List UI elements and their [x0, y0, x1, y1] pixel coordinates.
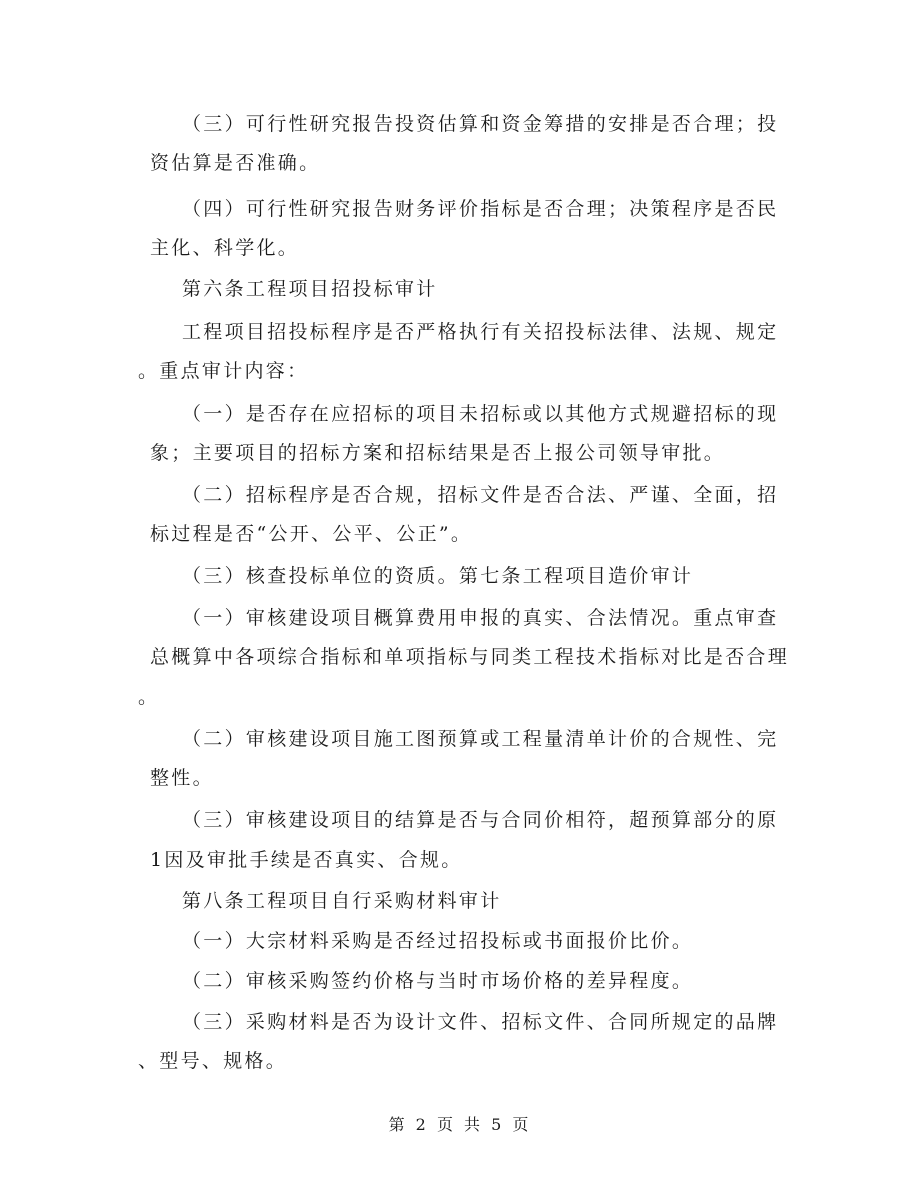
paragraph-line: （二）审核采购签约价格与当时市场价格的差异程度。: [182, 970, 694, 992]
paragraph-line: 整性。: [150, 767, 214, 789]
paragraph-line: 标过程是否“公开、公平、公正”。: [150, 523, 473, 545]
paragraph-line: （二）审核建设项目施工图预算或工程量清单计价的合规性、完: [182, 728, 779, 750]
paragraph-line: 象；主要项目的招标方案和招标结果是否上报公司领导审批。: [150, 442, 726, 464]
paragraph-line: 工程项目招投标程序是否严格执行有关招投标法律、法规、规定: [182, 321, 779, 343]
paragraph-line: 。重点审计内容：: [138, 360, 309, 382]
paragraph-line: （三）可行性研究报告投资估算和资金筹措的安排是否合理；投: [182, 113, 779, 135]
paragraph-line: （三）审核建设项目的结算是否与合同价相符，超预算部分的原: [182, 809, 779, 831]
paragraph-line: 主化、科学化。: [150, 237, 300, 259]
page-number-footer: 第 2 页 共 5 页: [388, 1115, 532, 1134]
paragraph-line: （一）是否存在应招标的项目未招标或以其他方式规避招标的现: [182, 403, 779, 425]
paragraph-line: （一）审核建设项目概算费用申报的真实、合法情况。重点审查: [182, 607, 779, 629]
section-heading: 第六条工程项目招投标审计: [182, 278, 438, 300]
paragraph-line: 总概算中各项综合指标和单项指标与同类工程技术指标对比是否合理: [150, 646, 790, 668]
paragraph-line: 1因及审批手续是否真实、合规。: [150, 849, 463, 871]
paragraph-line: 资估算是否准确。: [150, 152, 321, 174]
paragraph-line: （四）可行性研究报告财务评价指标是否合理；决策程序是否民: [182, 198, 779, 220]
paragraph-line: （三）采购材料是否为设计文件、招标文件、合同所规定的品牌: [182, 1011, 779, 1033]
paragraph-line: （二）招标程序是否合规，招标文件是否合法、严谨、全面，招: [182, 484, 779, 506]
paragraph-line: （三）核查投标单位的资质。第七条工程项目造价审计: [182, 565, 694, 587]
paragraph-line: （一）大宗材料采购是否经过招投标或书面报价比价。: [182, 930, 694, 952]
paragraph-line: 、型号、规格。: [138, 1050, 288, 1072]
paragraph-line: 。: [138, 686, 160, 708]
section-heading: 第八条工程项目自行采购材料审计: [182, 890, 502, 912]
